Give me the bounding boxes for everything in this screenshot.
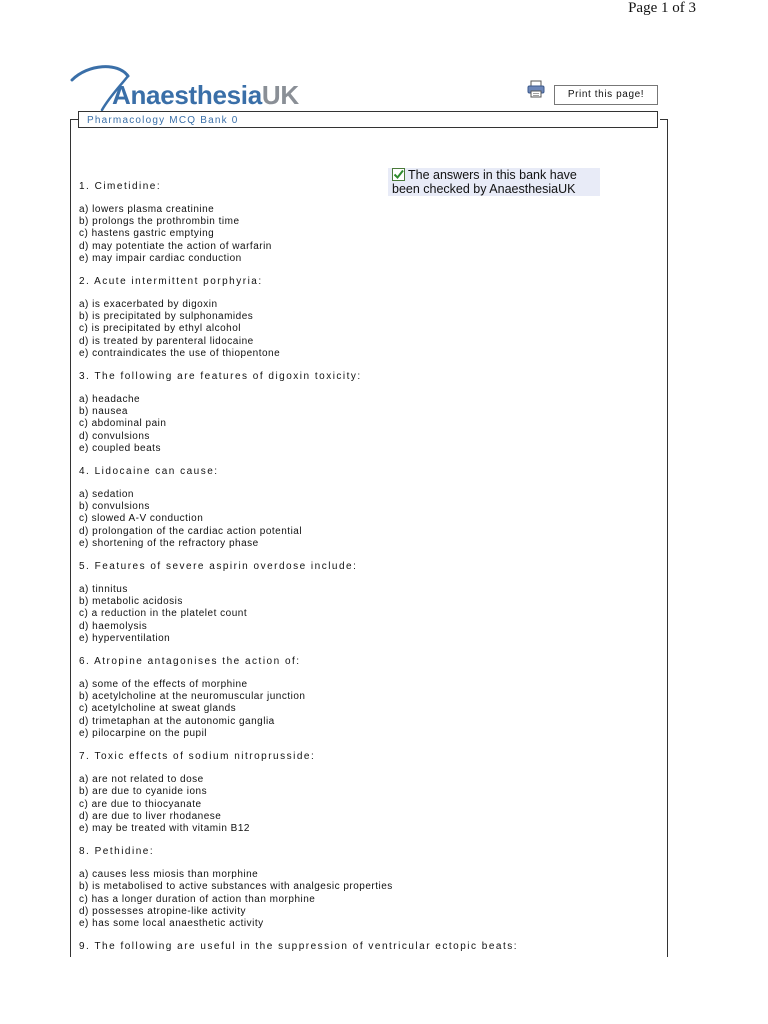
answer-options xyxy=(79,584,659,645)
answer-option: e) shortening of the refractory phase xyxy=(79,537,259,549)
answer-option: b) metabolic acidosis xyxy=(79,596,183,608)
question-block xyxy=(79,561,659,645)
bank-title: Pharmacology MCQ Bank 0 xyxy=(78,111,658,128)
answer-options xyxy=(79,774,659,835)
answer-options xyxy=(79,204,659,265)
answer-option: c) is precipitated by ethyl alcohol xyxy=(79,323,242,335)
answer-options xyxy=(79,394,659,455)
answer-option: c) acetylcholine at sweat glands xyxy=(79,703,237,715)
answer-option: d) haemolysis xyxy=(79,620,148,632)
answer-option: a) lowers plasma creatinine xyxy=(79,204,215,215)
question-title: 1. Cimetidine: xyxy=(79,181,162,192)
content-frame-top-border-right xyxy=(660,119,668,120)
answer-option: d) possesses atropine-like activity xyxy=(79,905,247,917)
answer-options xyxy=(79,489,659,550)
answers-checked-line-1: The answers in this bank have xyxy=(408,168,577,182)
question-title: 9. The following are useful in the suppression of ventricular ectopic beats: xyxy=(79,941,518,953)
answer-option: a) is exacerbated by digoxin xyxy=(79,299,218,311)
question-block xyxy=(79,181,659,265)
answer-option: b) nausea xyxy=(79,406,128,418)
answer-options xyxy=(79,869,659,930)
answer-option: b) is precipitated by sulphonamides xyxy=(79,311,254,323)
answer-option: d) may potentiate the action of warfarin xyxy=(79,240,272,252)
question-title: 3. The following are features of digoxin toxicity: xyxy=(79,371,362,383)
question-title: 7. Toxic effects of sodium nitroprusside: xyxy=(79,751,316,763)
page-indicator: Page 1 of 3 xyxy=(628,0,696,16)
content-frame-left-border xyxy=(70,119,71,957)
answer-option: b) convulsions xyxy=(79,501,150,513)
checkmark-icon xyxy=(392,168,405,181)
question-block xyxy=(79,846,659,930)
question-block xyxy=(79,276,659,360)
print-page-button[interactable]: Print this page! xyxy=(554,85,658,105)
answer-option: b) are due to cyanide ions xyxy=(79,786,208,798)
question-block xyxy=(79,371,659,455)
question-title: 8. Pethidine: xyxy=(79,846,155,858)
content-frame-top-border-left xyxy=(70,119,78,120)
content-frame-right-border xyxy=(667,119,668,957)
answer-option: d) trimetaphan at the autonomic ganglia xyxy=(79,715,275,727)
answer-option: d) are due to liver rhodanese xyxy=(79,810,222,822)
question-list xyxy=(79,181,659,964)
answer-option: c) hastens gastric emptying xyxy=(79,228,215,240)
answer-option: a) causes less miosis than morphine xyxy=(79,869,259,881)
answer-option: a) tinnitus xyxy=(79,584,128,596)
answer-option: e) may impair cardiac conduction xyxy=(79,252,242,264)
question-title: 5. Features of severe aspirin overdose include: xyxy=(79,561,358,573)
question-block xyxy=(79,656,659,740)
answer-option: d) prolongation of the cardiac action potential xyxy=(79,525,303,537)
question-title: 6. Atropine antagonises the action of: xyxy=(79,656,301,668)
answers-checked-line-2: been checked by AnaesthesiaUK xyxy=(392,182,576,196)
question-title: 4. Lidocaine can cause: xyxy=(79,466,219,478)
answer-option: e) may be treated with vitamin B12 xyxy=(79,822,250,834)
answer-options xyxy=(79,679,659,740)
answer-option: d) is treated by parenteral lidocaine xyxy=(79,335,254,347)
printer-icon[interactable] xyxy=(527,80,545,98)
answer-option: c) slowed A-V conduction xyxy=(79,513,204,525)
question-block xyxy=(79,466,659,550)
answer-option: a) some of the effects of morphine xyxy=(79,679,248,691)
answer-option: b) prolongs the prothrombin time xyxy=(79,216,240,228)
answer-option: a) headache xyxy=(79,394,141,406)
logo-text-main: Anaesthesia xyxy=(112,80,262,110)
question-block xyxy=(79,751,659,835)
answer-option: d) convulsions xyxy=(79,430,150,442)
answer-option: e) coupled beats xyxy=(79,442,161,454)
answer-option: c) abdominal pain xyxy=(79,418,167,430)
question-block xyxy=(79,941,659,953)
site-logo[interactable] xyxy=(70,62,310,114)
logo-text xyxy=(112,80,299,111)
answer-option: c) has a longer duration of action than morphine xyxy=(79,893,316,905)
answer-option: c) a reduction in the platelet count xyxy=(79,608,248,620)
answer-options xyxy=(79,299,659,360)
answer-option: b) acetylcholine at the neuromuscular junction xyxy=(79,691,306,703)
question-title: 2. Acute intermittent porphyria: xyxy=(79,276,263,288)
answer-option: a) are not related to dose xyxy=(79,774,204,786)
answer-option: a) sedation xyxy=(79,489,134,501)
answer-option: c) are due to thiocyanate xyxy=(79,798,202,810)
answer-option: e) hyperventilation xyxy=(79,632,171,644)
answer-option: e) has some local anaesthetic activity xyxy=(79,917,264,929)
answer-option: b) is metabolised to active substances with analgesic properties xyxy=(79,881,393,893)
logo-text-suffix: UK xyxy=(261,80,299,110)
answer-option: e) contraindicates the use of thiopentone xyxy=(79,347,281,359)
answer-option: e) pilocarpine on the pupil xyxy=(79,727,208,739)
